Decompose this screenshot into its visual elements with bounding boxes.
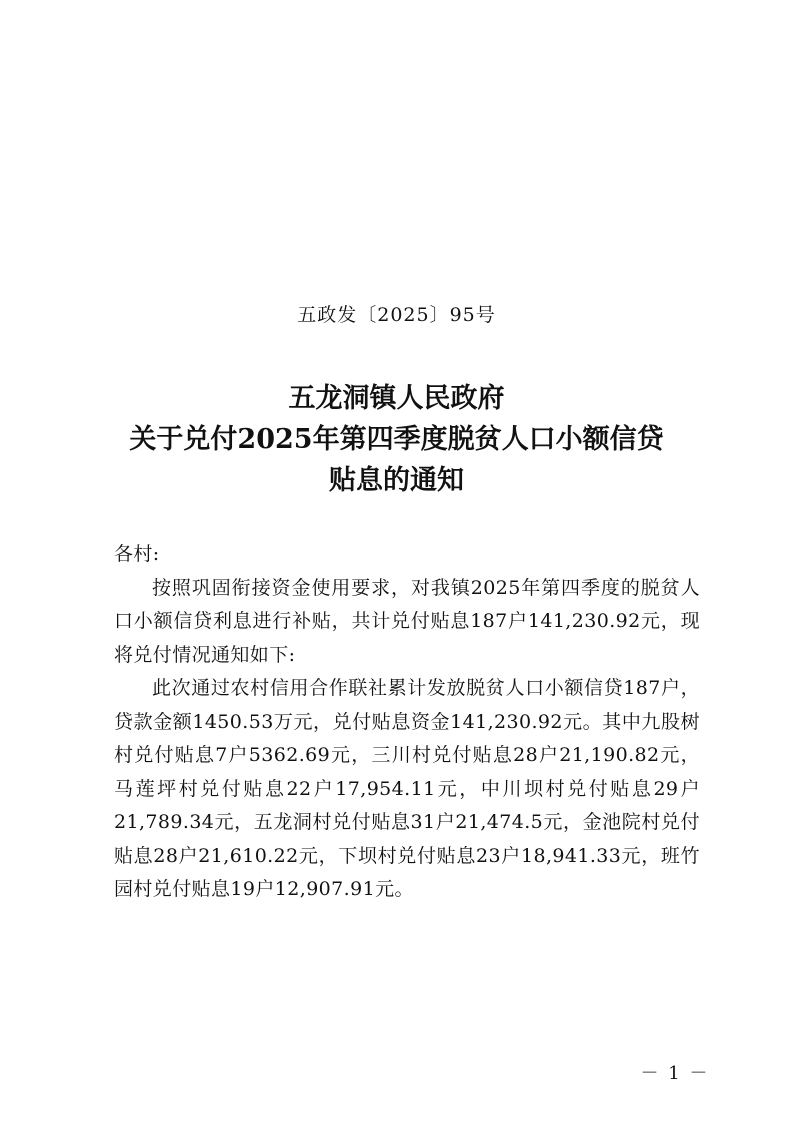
document-title [0, 378, 793, 501]
paragraph-1: 按照巩固衔接资金使用要求，对我镇2025年第四季度的脱贫人口小额信贷利息进行补贴，共计兑付贴息187户141,230.92元，现将兑付情况通知如下: [114, 576, 700, 666]
paragraph-2: 此次通过农村信用合作联社累计发放脱贫人口小额信贷187户，贷款金额1450.53万元，兑付贴息资金141,230.92元。其中九股树村兑付贴息7户5362.69元，三川村兑付贴息28户21,190.82元，马莲坪村兑付贴息22户17,954.11元，中川坝村兑付贴息29户21,789.34元，五龙洞村兑付贴息31户21,474.5元，金池院村兑付贴息28户21,610.22元，下坝村兑付贴息23户18,941.33元，班竹园村兑付贴息19户12,907.91元。 [114, 677, 700, 900]
salutation: 各村: [114, 543, 160, 565]
document-body [114, 538, 700, 907]
page-number: － 1 － [640, 1063, 710, 1084]
title-line-3: 贴息的通知 [329, 465, 464, 496]
title-line-1: 五龙洞镇人民政府 [288, 383, 505, 414]
document-number: 五政发〔2025〕95号 [297, 304, 496, 326]
title-line-2: 关于兑付2025年第四季度脱贫人口小额信贷 [129, 424, 664, 455]
